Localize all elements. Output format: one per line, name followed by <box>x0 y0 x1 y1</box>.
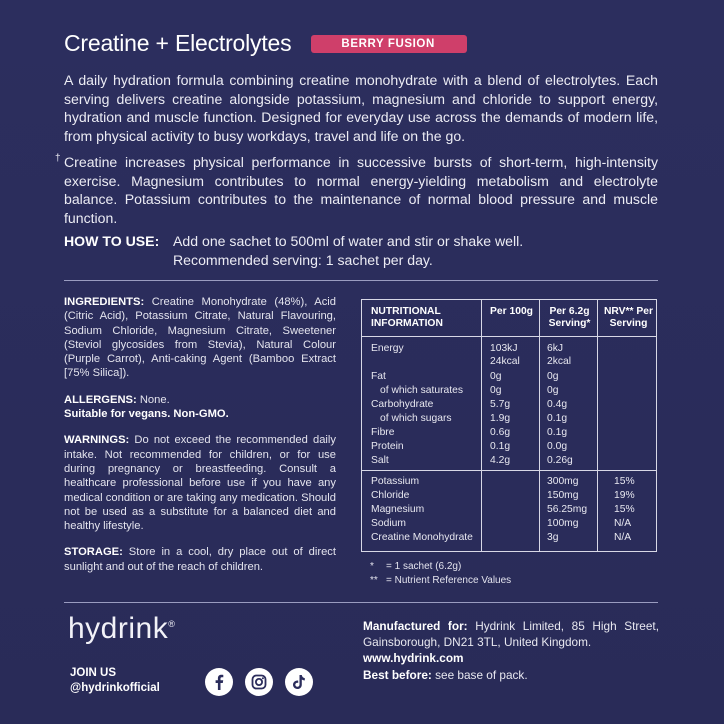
mineral-name: Potassium <box>371 476 420 487</box>
health-claim <box>55 153 658 227</box>
manufacturer-line <box>363 618 659 650</box>
mineral-serving: 150mg <box>547 490 579 501</box>
vegan-statement: Suitable for vegans. Non-GMO. <box>64 408 229 421</box>
nutrient-name: Salt <box>371 455 389 466</box>
manufacturer-address: Hydrink Limited, 85 High Street, Gainsborough, DN21 3TL, United Kingdom. <box>363 619 659 650</box>
table-header-serving: Per 6.2g Serving* <box>548 306 591 329</box>
nutrient-serving: 0.1g <box>547 427 568 438</box>
table-column-divider <box>481 300 482 551</box>
join-us-label: JOIN US <box>70 667 117 679</box>
nutrient-per100: 24kcal <box>490 356 520 367</box>
table-header-name: NUTRITIONAL INFORMATION <box>371 306 443 329</box>
best-before-line <box>363 667 659 683</box>
dagger-symbol: † <box>55 153 61 164</box>
table-header-per100: Per 100g <box>490 306 533 317</box>
nutrient-name: Fat <box>371 371 386 382</box>
nutrient-serving: 2kcal <box>547 356 572 367</box>
join-us <box>70 666 160 696</box>
how-to-use-text <box>173 232 593 269</box>
mineral-serving: 3g <box>547 532 559 543</box>
divider <box>64 280 658 281</box>
nutrient-name: Protein <box>371 441 404 452</box>
nutrient-serving: 6kJ <box>547 343 564 354</box>
nutrient-name: Carbohydrate <box>371 399 434 410</box>
instagram-glyph <box>251 674 267 690</box>
instagram-icon[interactable] <box>245 668 273 696</box>
nutrient-serving: 0g <box>547 385 559 396</box>
nutrient-name: of which sugars <box>380 413 452 424</box>
manufacturer-info <box>363 618 659 683</box>
table-row-divider <box>362 336 656 337</box>
ingredients-text: Creatine Monohydrate (48%), Acid (Citric Acid), Potassium Citrate, Natural Flavouring, Sodium Chloride, Magnesium Citrate, Sweetener (Steviol glycosides from Stevia), Natural Colour (Purple Carrot), Anti-caking Agent (Bamboo Extract [75% Silica]). <box>64 296 336 380</box>
storage-label: STORAGE: <box>64 546 123 559</box>
mineral-serving: 100mg <box>547 518 579 529</box>
table-row-divider <box>362 470 656 471</box>
tiktok-icon[interactable] <box>285 668 313 696</box>
mineral-serving: 300mg <box>547 476 579 487</box>
intro-text: A daily hydration formula combining creatine monohydrate with a blend of electrolytes. Each serving delivers creatine alongside potassium, magnesium and chloride to support energy, hydration and muscle function. Designed for everyday use across the demands of modern life, from physical activity to busy workdays, travel and life on the go. <box>64 72 658 144</box>
brand-logo <box>68 612 175 646</box>
nutrient-name: of which saturates <box>380 385 463 396</box>
nutrient-name: Fibre <box>371 427 395 438</box>
how-to-use-line: Recommended serving: 1 sachet per day. <box>173 251 433 268</box>
nutrient-name: Energy <box>371 343 404 354</box>
nutrient-serving: 0.1g <box>547 413 568 424</box>
storage-text: Store in a cool, dry place out of direct sunlight and out of the reach of children. <box>64 546 337 573</box>
brand-name: hydrink <box>68 612 169 645</box>
how-to-use-line: Add one sachet to 500ml of water and stir or shake well. <box>173 233 524 249</box>
nutrient-serving: 0.4g <box>547 399 568 410</box>
footnote-symbol: * <box>370 561 374 572</box>
nutrient-per100: 103kJ <box>490 343 518 354</box>
flavour-badge: BERRY FUSION <box>311 35 466 53</box>
facebook-icon[interactable] <box>205 668 233 696</box>
nutrient-serving: 0g <box>547 371 559 382</box>
warnings-label: WARNINGS: <box>64 434 130 447</box>
footnotes <box>370 560 511 588</box>
ingredients-label: INGREDIENTS: <box>64 296 145 308</box>
footnote-text: = 1 sachet (6.2g) <box>386 561 462 572</box>
health-claim-text: Creatine increases physical performance in successive bursts of short-term, high-intensity exercise. Magnesium contributes to normal energy-yielding metabolism and electrolyte balance. Potassium contributes to the maintenance of normal blood pressure and muscle function. <box>64 154 658 226</box>
footnote <box>370 574 511 588</box>
product-title: Creatine + Electrolytes <box>64 30 292 56</box>
nutrition-table <box>361 299 657 552</box>
table-column-divider <box>597 300 598 551</box>
best-before-text: see base of pack. <box>435 667 528 682</box>
footnote <box>370 560 511 574</box>
registered-mark: ® <box>168 619 176 629</box>
mineral-serving: 56.25mg <box>547 504 588 515</box>
nutrient-per100: 0g <box>490 371 502 382</box>
mineral-name: Chloride <box>371 490 410 501</box>
mineral-name: Sodium <box>371 518 406 529</box>
tiktok-glyph <box>292 674 306 690</box>
mineral-name: Creatine Monohydrate <box>371 532 473 543</box>
footnote-text: = Nutrient Reference Values <box>386 575 512 586</box>
nutrient-per100: 0.6g <box>490 427 511 438</box>
title-row <box>64 30 467 57</box>
allergens-label: ALLERGENS: <box>64 393 137 406</box>
table-header-nrv: NRV** Per Serving <box>603 306 654 329</box>
mineral-nrv: N/A <box>614 518 632 529</box>
how-to-use-label: HOW TO USE: <box>64 233 160 249</box>
nutrient-serving: 0.26g <box>547 455 573 466</box>
mineral-nrv: 15% <box>614 476 635 487</box>
warnings-text: Do not exceed the recommended daily intake. Not recommended for children, or for use during pregnancy or breastfeeding. Consult a healthcare professional before use if you have any medical condition or are taking any medication. Should not be used as a substitute for a balanced diet and healthy lifestyle. <box>64 434 336 533</box>
mineral-nrv: N/A <box>614 532 632 543</box>
info-column <box>64 295 336 586</box>
website-link[interactable]: www.hydrink.com <box>363 651 464 666</box>
nutrient-per100: 0.1g <box>490 441 511 452</box>
manufacturer-label: Manufactured for: <box>363 619 468 633</box>
table-column-divider <box>539 300 540 551</box>
nutrient-serving: 0.0g <box>547 441 568 452</box>
footnote-symbol: ** <box>370 575 378 586</box>
allergens-text: None. <box>139 393 170 406</box>
ingredients-block <box>64 295 336 381</box>
social-handle: @hydrinkofficial <box>70 682 160 694</box>
nutrient-per100: 0g <box>490 385 502 396</box>
best-before-label: Best before: <box>363 667 432 682</box>
mineral-nrv: 15% <box>614 504 635 515</box>
mineral-name: Magnesium <box>371 504 425 515</box>
storage-block <box>64 545 336 574</box>
nutrient-per100: 1.9g <box>490 413 511 424</box>
divider <box>64 602 658 603</box>
nutrient-per100: 4.2g <box>490 455 511 466</box>
allergens-block <box>64 393 336 422</box>
facebook-glyph <box>212 674 226 690</box>
mineral-nrv: 19% <box>614 490 635 501</box>
warnings-block <box>64 433 336 533</box>
nutrient-per100: 5.7g <box>490 399 511 410</box>
